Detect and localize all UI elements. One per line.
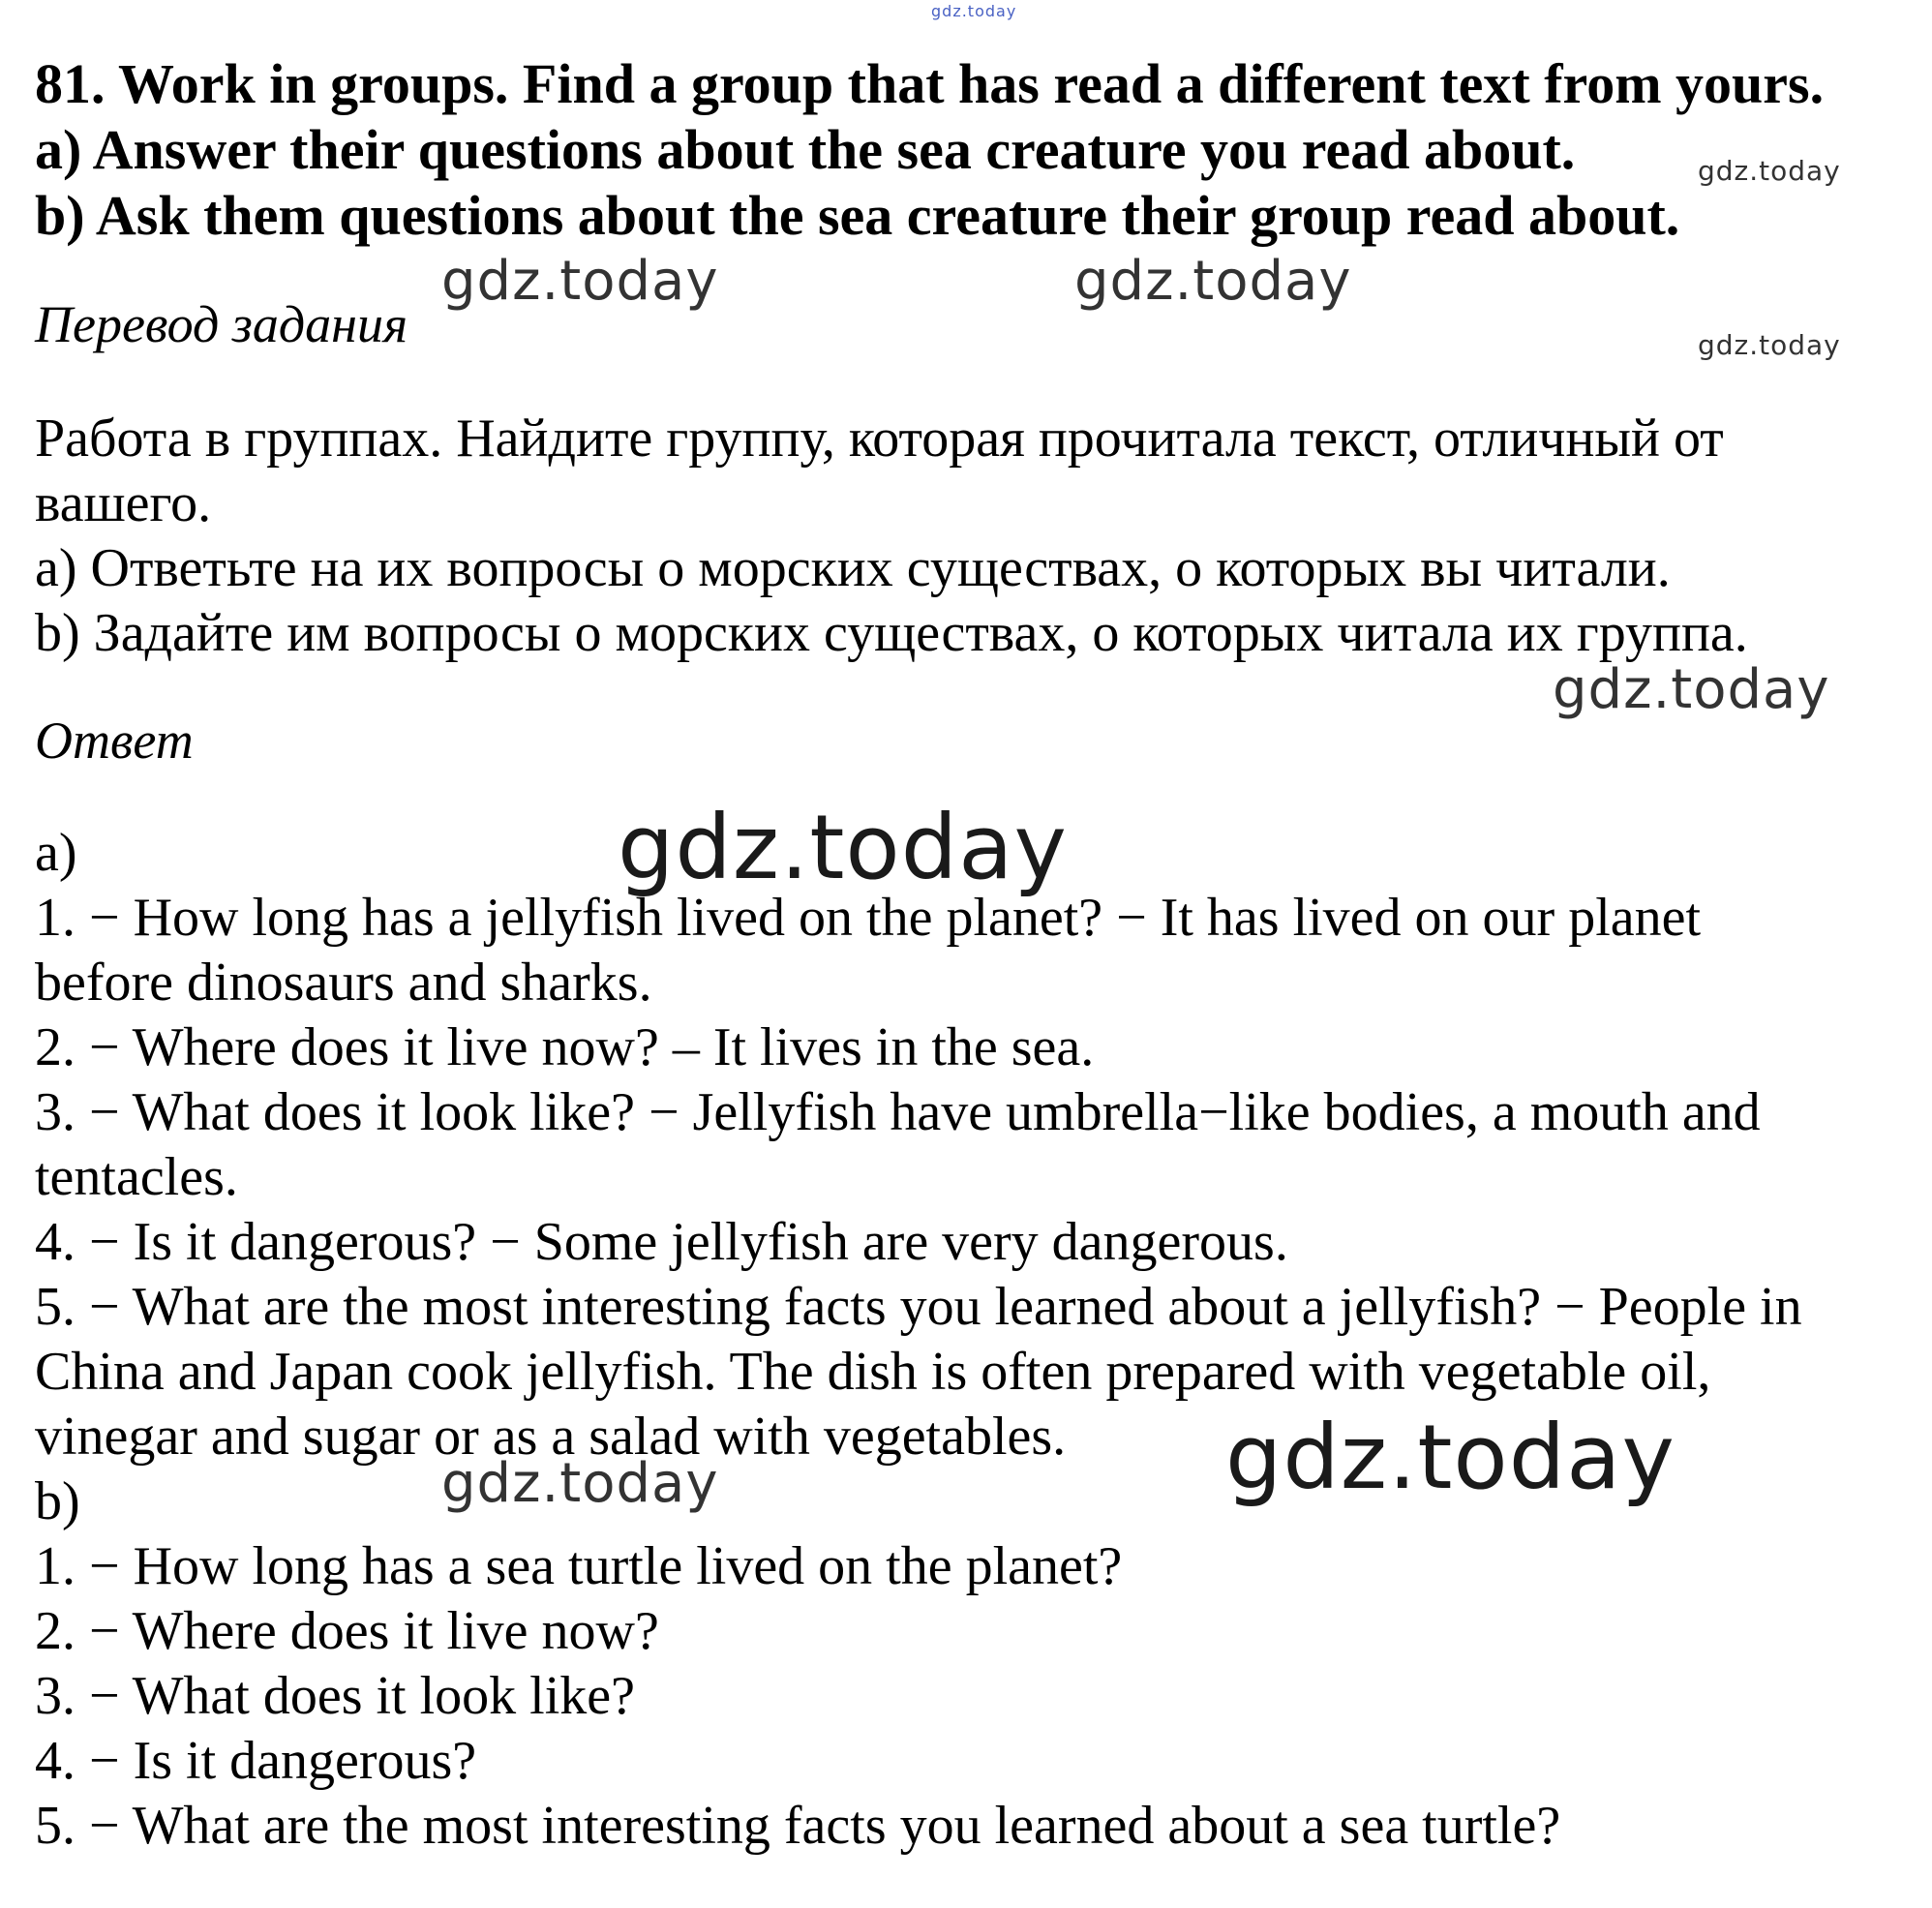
task-line-1: 81. Work in groups. Find a group that has read a different text from yours. <box>35 52 1825 115</box>
answer-a-line: vinegar and sugar or as a salad with vegetables. <box>35 1407 1067 1467</box>
answer-a-line: China and Japan cook jellyfish. The dish is often prepared with vegetable oil, <box>35 1342 1711 1402</box>
watermark-mid-4: gdz.today <box>441 1452 719 1515</box>
watermark-mid-1: gdz.today <box>441 250 719 313</box>
answer-a-line: 5. − What are the most interesting facts you learned about a jellyfish? − People in <box>35 1277 1802 1337</box>
answer-a-line: 3. − What does it look like? − Jellyfish have umbrella−like bodies, a mouth and <box>35 1082 1761 1142</box>
answer-a-line: tentacles. <box>35 1147 238 1207</box>
watermark-right-1: gdz.today <box>1698 155 1841 187</box>
translation-heading: Перевод задания <box>35 295 408 353</box>
watermark-mid-3: gdz.today <box>1553 658 1830 721</box>
watermark-top-tiny: gdz.today <box>931 2 1017 20</box>
watermark-mid-2: gdz.today <box>1074 250 1352 313</box>
answer-b-line: 3. − What does it look like? <box>35 1666 635 1726</box>
answer-b-line: 5. − What are the most interesting facts you learned about a sea turtle? <box>35 1796 1561 1856</box>
answer-b-line: 1. − How long has a sea turtle lived on the planet? <box>35 1536 1123 1596</box>
watermark-big-2: gdz.today <box>1225 1406 1675 1509</box>
translation-line: вашего. <box>35 473 212 533</box>
translation-line: а) Ответьте на их вопросы о морских существах, о которых вы читали. <box>35 538 1671 598</box>
answer-b-line: 4. − Is it dangerous? <box>35 1731 477 1791</box>
task-line-2: a) Answer their questions about the sea creature you read about. <box>35 118 1576 181</box>
answer-a-line: 2. − Where does it live now? – It lives in the sea. <box>35 1017 1095 1077</box>
answer-b-line: 2. − Where does it live now? <box>35 1601 659 1661</box>
answer-heading: Ответ <box>35 712 194 770</box>
translation-line: Работа в группах. Найдите группу, которая прочитала текст, отличный от <box>35 409 1724 469</box>
answer-a-line: 1. − How long has a jellyfish lived on the planet? − It has lived on our planet <box>35 888 1702 948</box>
task-line-3: b) Ask them questions about the sea creature their group read about. <box>35 184 1680 247</box>
watermark-right-2: gdz.today <box>1698 329 1841 361</box>
answer-a-line: 4. − Is it dangerous? − Some jellyfish are very dangerous. <box>35 1212 1288 1272</box>
answer-part-b-label: b) <box>35 1471 80 1531</box>
translation-line: b) Задайте им вопросы о морских существах, о которых читала их группа. <box>35 603 1748 663</box>
watermark-big-1: gdz.today <box>618 796 1068 899</box>
answer-a-line: before dinosaurs and sharks. <box>35 953 652 1013</box>
answer-part-a-label: a) <box>35 823 77 883</box>
